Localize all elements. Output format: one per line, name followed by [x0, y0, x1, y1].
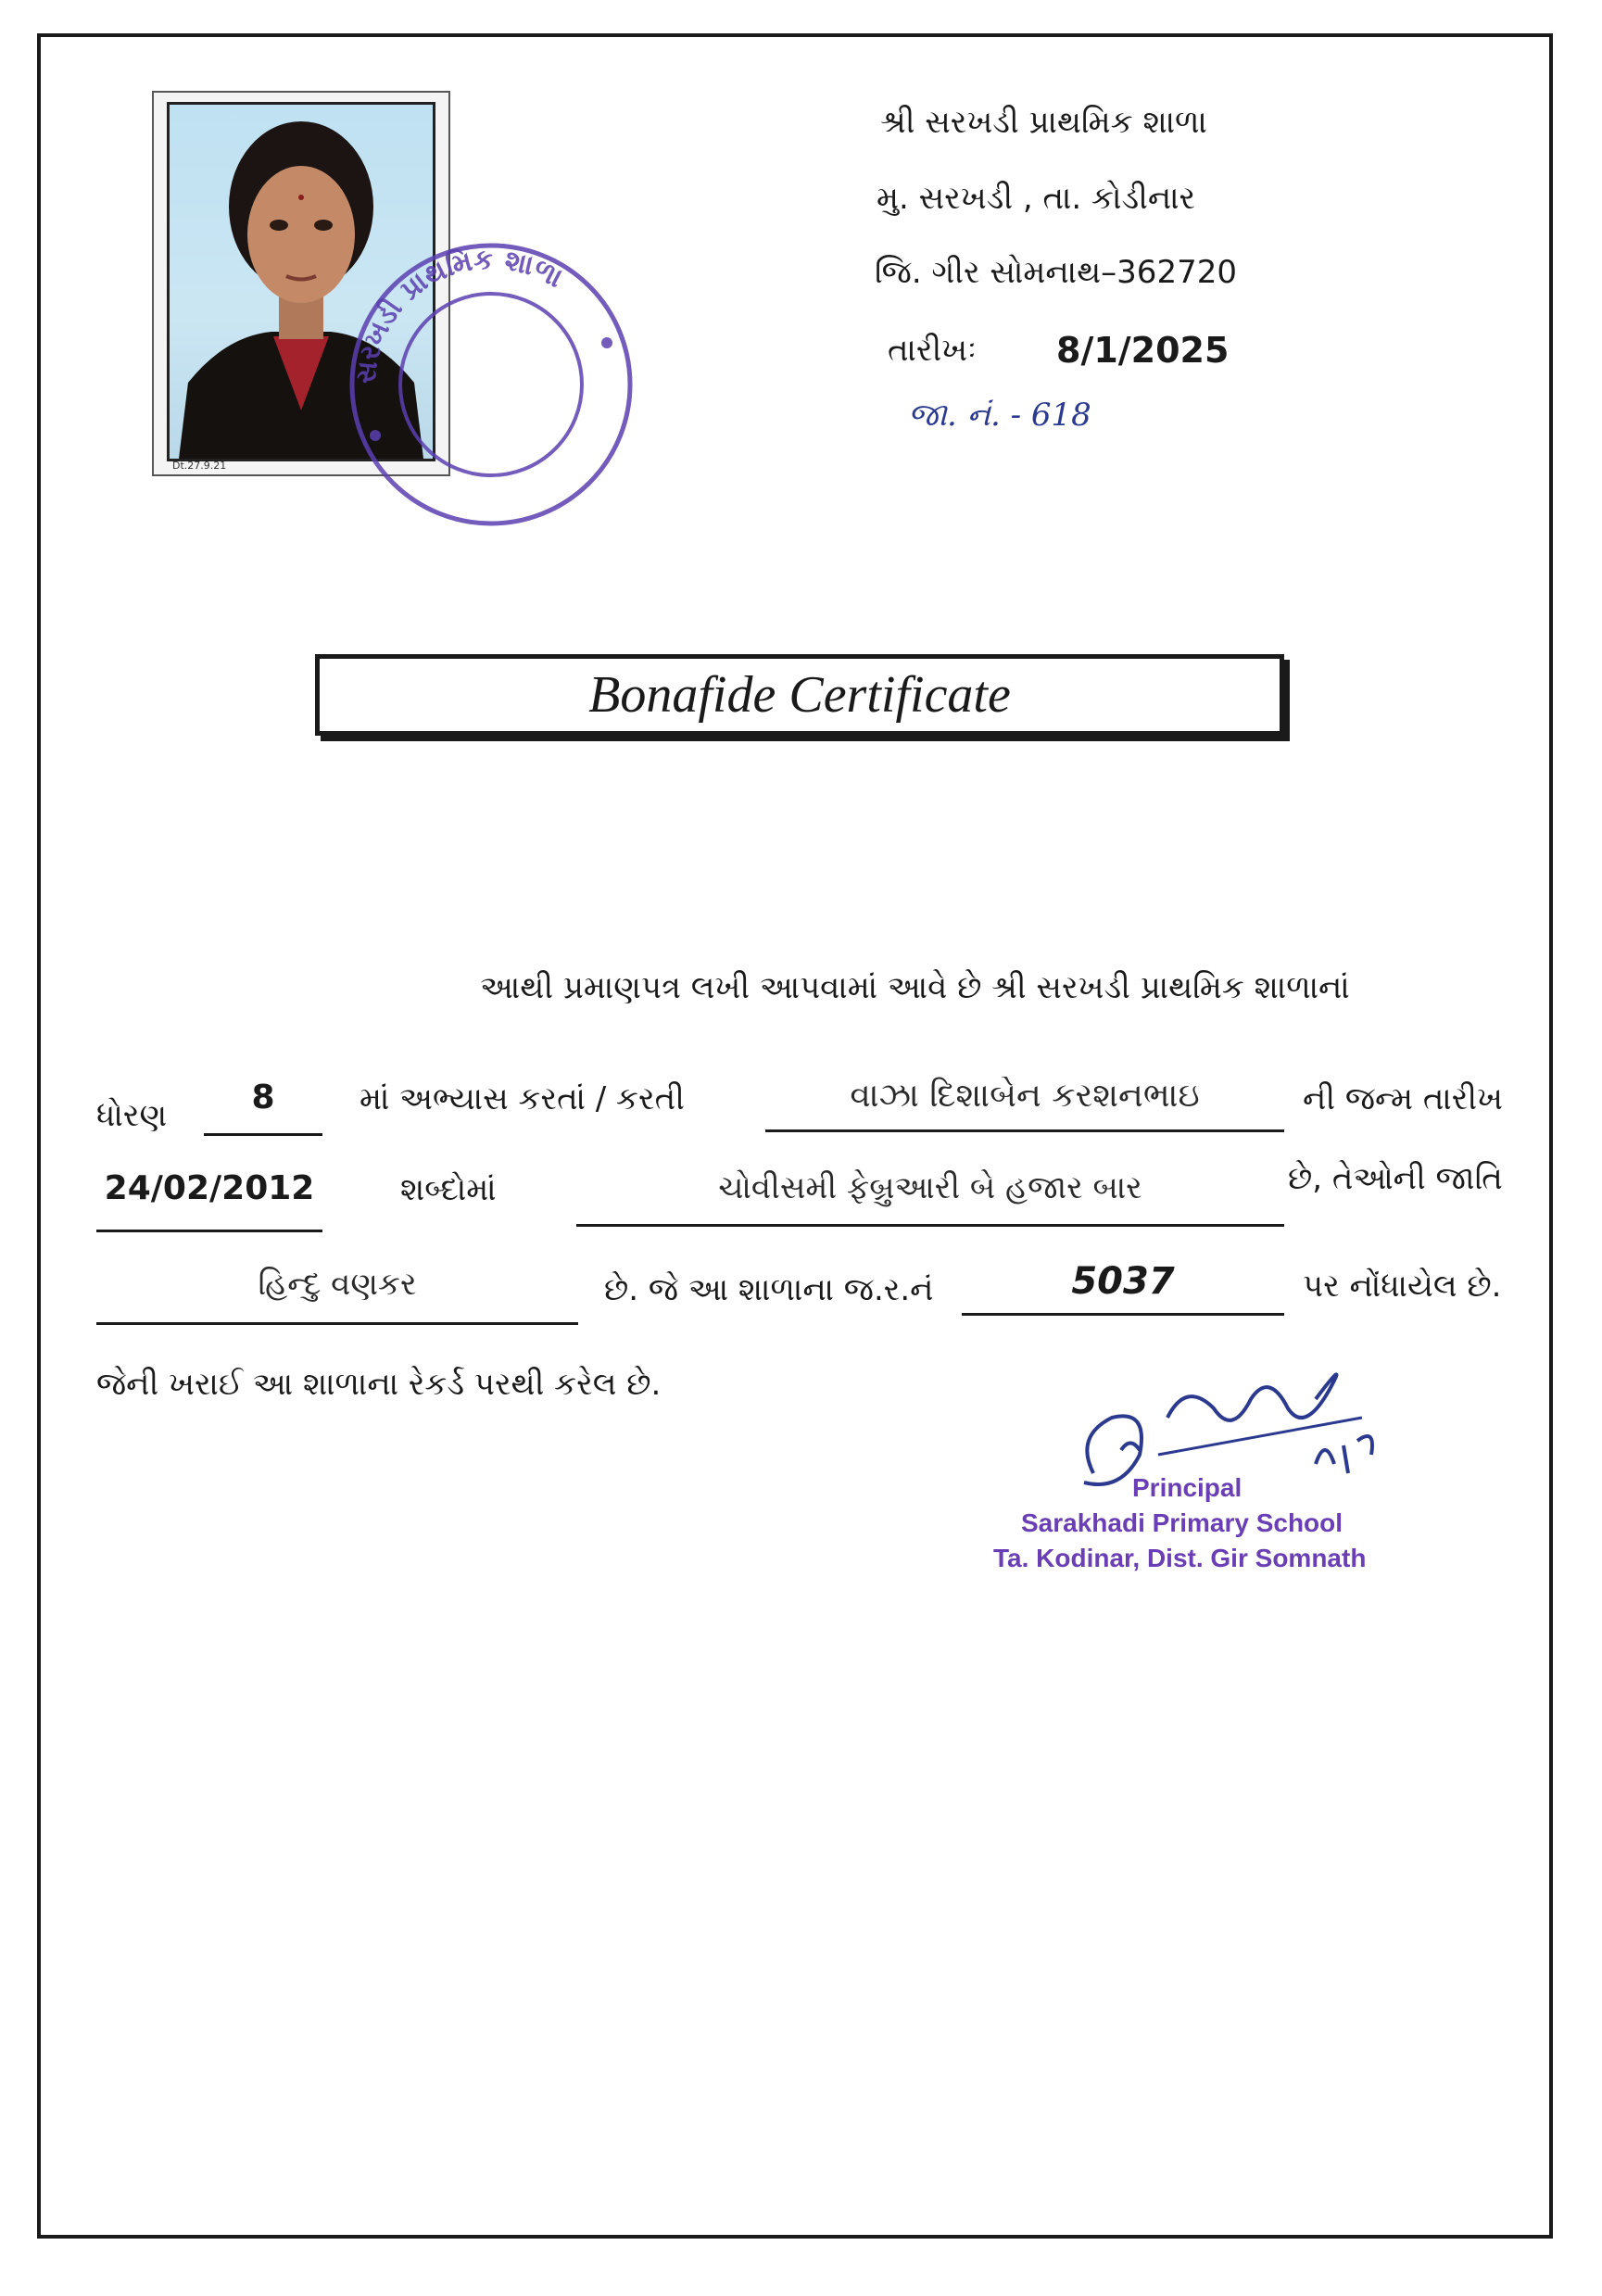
signature-role: Principal: [1132, 1473, 1242, 1502]
certificate-intro-line: આથી પ્રમાણપત્ર લખી આપવામાં આવે છે શ્રી સરખડી પ્રાથમિક શાળાનાં: [480, 969, 1350, 1006]
studying-label: માં અભ્યાસ કરતાં / કરતી: [360, 1080, 685, 1117]
signature-location: Ta. Kodinar, Dist. Gir Somnath: [993, 1544, 1367, 1572]
register-label: છે. જે આ શાળાના જ.ર.નં: [604, 1271, 934, 1308]
caste-label: છે, તેઓની જાતિ: [1288, 1160, 1503, 1197]
student-name: વાઝા દિશાબેન કરશનભાઇ: [765, 1077, 1284, 1132]
certificate-title: Bonafide Certificate: [588, 666, 1011, 724]
dob-in-words: ચોવીસમી ફેબ્રુઆરી બે હજાર બાર: [576, 1169, 1284, 1227]
date-label: તારીખઃ: [888, 332, 977, 369]
school-name: શ્રી સરખડી પ્રાથમિક શાળા: [880, 104, 1207, 141]
standard-value: 8: [204, 1079, 322, 1136]
school-district: જિ. ગીર સોમનાથ–362720: [875, 254, 1237, 291]
school-seal-stamp: [338, 232, 644, 537]
closing-statement: જેની ખરાઈ આ શાળાના રેકર્ડ પરથી કરેલ છે.: [96, 1366, 662, 1403]
outward-number: જા. નં. - 618: [908, 397, 1091, 434]
register-number: 5037: [962, 1260, 1284, 1316]
registered-label: પર નોંધાયેલ છે.: [1303, 1268, 1502, 1305]
dob-label: ની જન્મ તારીખ: [1303, 1080, 1503, 1117]
principal-signature: [1056, 1362, 1408, 1529]
school-address: મુ. સરખડી , તા. કોડીનાર: [877, 180, 1196, 217]
seal-text: સરખડી પ્રાથમિક શાળા: [349, 243, 568, 385]
standard-label: ધોરણ: [96, 1097, 168, 1134]
dob-value: 24/02/2012: [96, 1169, 322, 1232]
signature-school: Sarakhadi Primary School: [1021, 1508, 1343, 1537]
date-value: 8/1/2025: [1056, 330, 1230, 371]
photo-date-caption: Dt.27.9.21: [172, 460, 227, 472]
certificate-title-box: [315, 654, 1284, 736]
in-words-label: શબ્દોમાં: [400, 1171, 497, 1208]
svg-text:સરખડી પ્રાથમિક શાળા: [350, 244, 568, 385]
caste-value: હિન્દુ વણકર: [96, 1266, 578, 1325]
